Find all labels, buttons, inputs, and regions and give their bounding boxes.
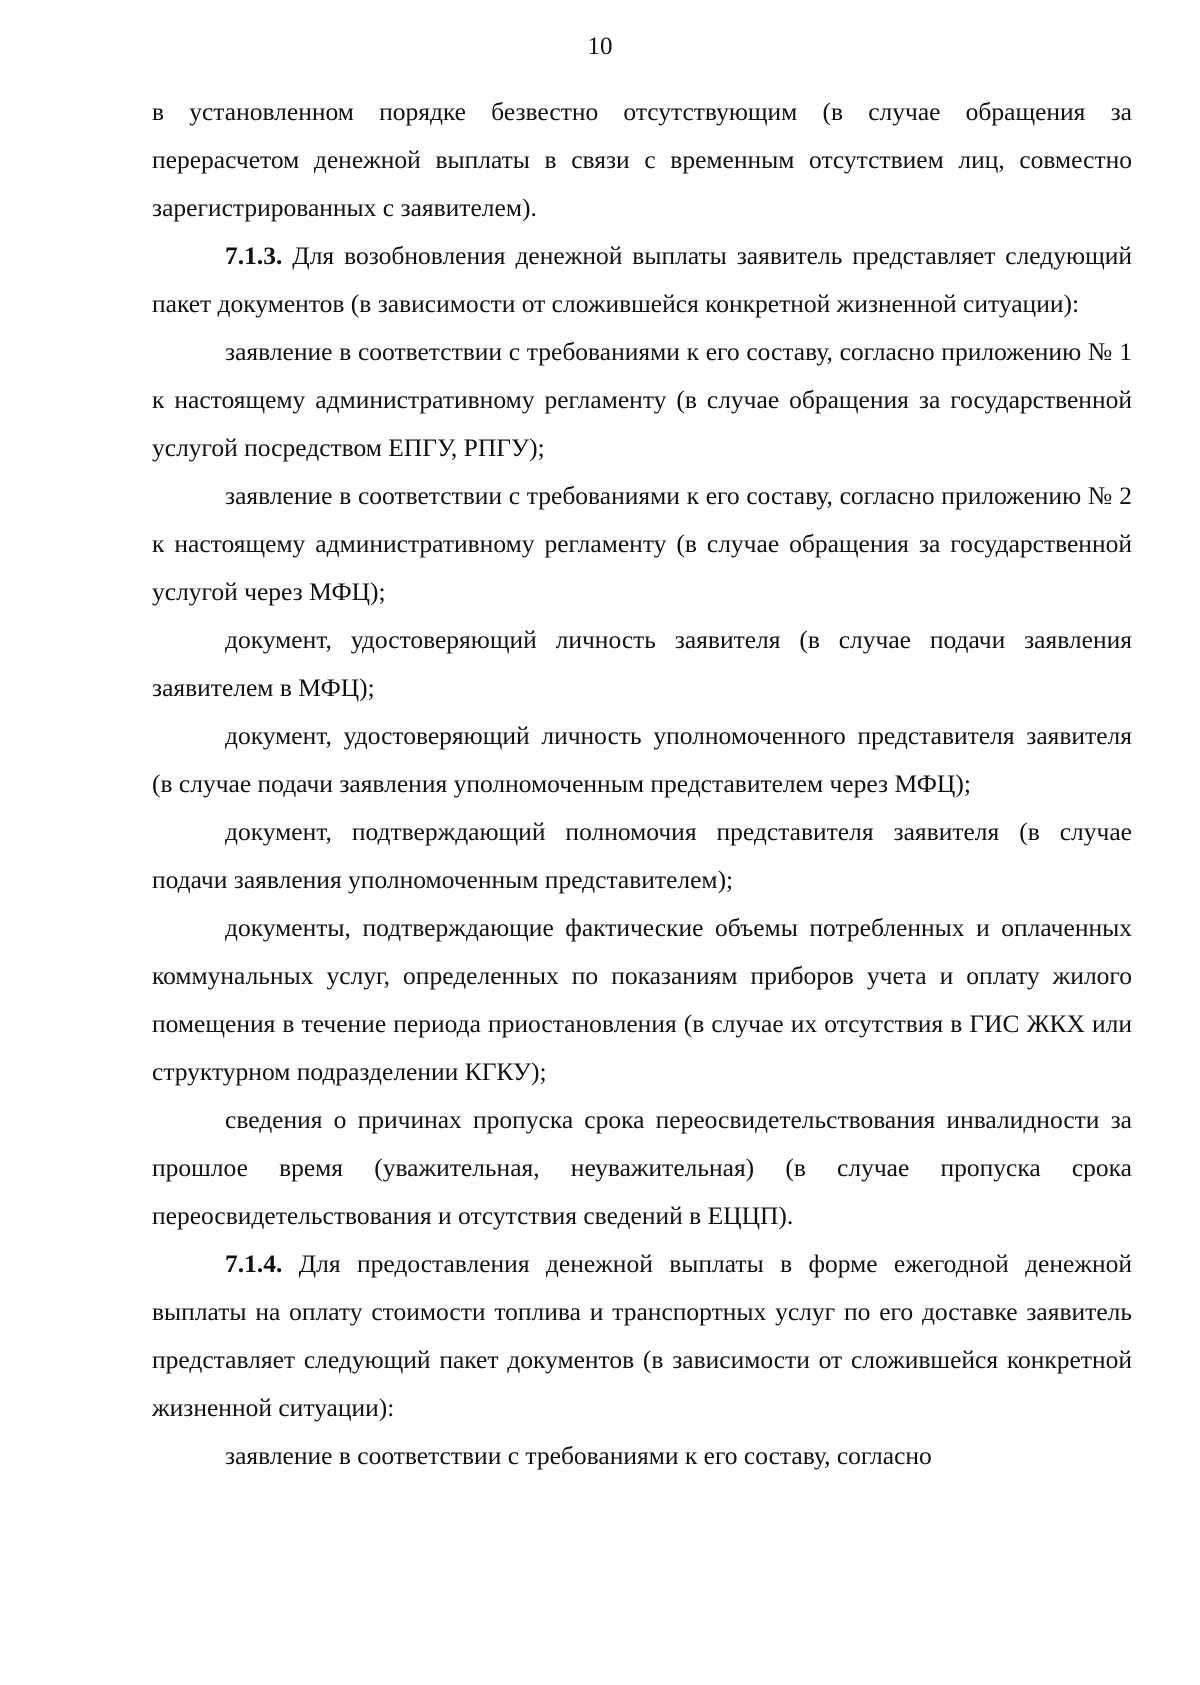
paragraph-continuation [152, 88, 1132, 232]
section-7-1-4 [152, 1240, 1132, 1432]
list-item [152, 328, 1132, 472]
paragraph-text: заявление в соответствии с требованиями к его составу, согласно приложению № 1 к настоящему административному регламенту (в случае обращения за государственной услугой посредством ЕПГУ, РПГУ); [152, 337, 1132, 462]
list-item [152, 904, 1132, 1096]
paragraph-text: документ, удостоверяющий личность уполномоченного представителя заявителя (в случае подачи заявления уполномоченным представителем через МФЦ); [152, 721, 1132, 798]
paragraph-text: Для предоставления денежной выплаты в форме ежегодной денежной выплаты на оплату стоимости топлива и транспортных услуг по его доставке заявитель представляет следующий пакет документов (в зависимости от сложившейся конкретной жизненной ситуации): [152, 1249, 1132, 1422]
list-item [152, 472, 1132, 616]
section-number: 7.1.4. [225, 1249, 283, 1278]
paragraph-text: в установленном порядке безвестно отсутствующим (в случае обращения за перерасчетом денежной выплаты в связи с временным отсутствием лиц, совместно зарегистрированных с заявителем). [152, 97, 1132, 222]
section-number: 7.1.3. [225, 241, 283, 270]
section-7-1-3 [152, 232, 1132, 328]
list-item [152, 808, 1132, 904]
list-item [152, 1096, 1132, 1240]
list-item [152, 616, 1132, 712]
document-body [152, 88, 1132, 1480]
paragraph-text: документ, удостоверяющий личность заявителя (в случае подачи заявления заявителем в МФЦ); [152, 625, 1132, 702]
paragraph-text: заявление в соответствии с требованиями к его составу, согласно приложению № 2 к настоящему административному регламенту (в случае обращения за государственной услугой через МФЦ); [152, 481, 1132, 606]
paragraph-text: сведения о причинах пропуска срока переосвидетельствования инвалидности за прошлое время (уважительная, неуважительная) (в случае пропуска срока переосвидетельствования и отсутствия сведений в ЕЦЦП). [152, 1105, 1132, 1230]
paragraph-text: заявление в соответствии с требованиями к его составу, согласно [225, 1441, 932, 1470]
paragraph-text: документы, подтверждающие фактические объемы потребленных и оплаченных коммунальных услуг, определенных по показаниям приборов учета и оплату жилого помещения в течение периода приостановления (в случае их отсутствия в ГИС ЖКХ или структурном подразделении КГКУ); [152, 913, 1132, 1086]
list-item [152, 1432, 1132, 1480]
paragraph-text: Для возобновления денежной выплаты заявитель представляет следующий пакет документов (в зависимости от сложившейся конкретной жизненной ситуации): [152, 241, 1132, 318]
paragraph-text: документ, подтверждающий полномочия представителя заявителя (в случае подачи заявления уполномоченным представителем); [152, 817, 1132, 894]
page-number: 10 [587, 33, 613, 60]
list-item [152, 712, 1132, 808]
